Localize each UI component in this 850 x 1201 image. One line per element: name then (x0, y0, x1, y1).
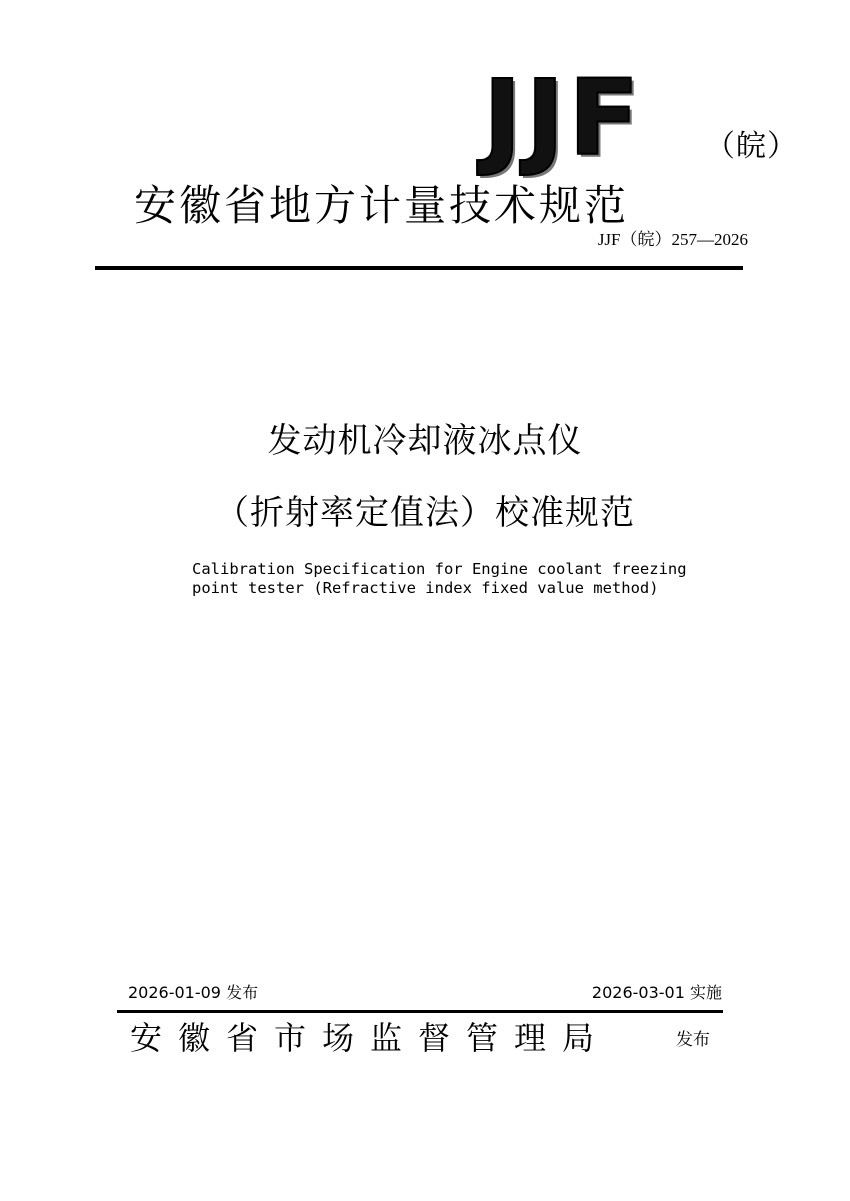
standard-code: JJF（皖）257—2026 (597, 230, 748, 249)
issuing-authority: 安徽省市场监督管理局 (130, 1019, 611, 1057)
org-title: 安徽省地方计量技术规范 (134, 181, 630, 230)
issue-date: 2026-01-09 发布 (128, 983, 259, 1002)
english-title (192, 560, 737, 598)
english-title-line1: Calibration Specification for Engine coolant freezing (192, 560, 687, 578)
jjf-logo (483, 57, 703, 179)
logo-letter-j1: J (483, 57, 522, 179)
doc-title-line2: （折射率定值法）校准规范 (215, 493, 635, 533)
issued-label: 发布 (676, 1030, 710, 1050)
implementation-date: 2026-03-01 实施 (591, 983, 722, 1002)
top-divider (95, 266, 743, 270)
logo-suffix: （皖） (705, 129, 798, 164)
english-title-line2: point tester (Refractive index fixed value method) (192, 579, 659, 597)
logo-letter-f: F (568, 57, 640, 179)
logo-letter-j2: J (525, 57, 565, 179)
doc-title-line1: 发动机冷却液冰点仪 (267, 421, 583, 461)
bottom-divider (117, 1010, 723, 1013)
